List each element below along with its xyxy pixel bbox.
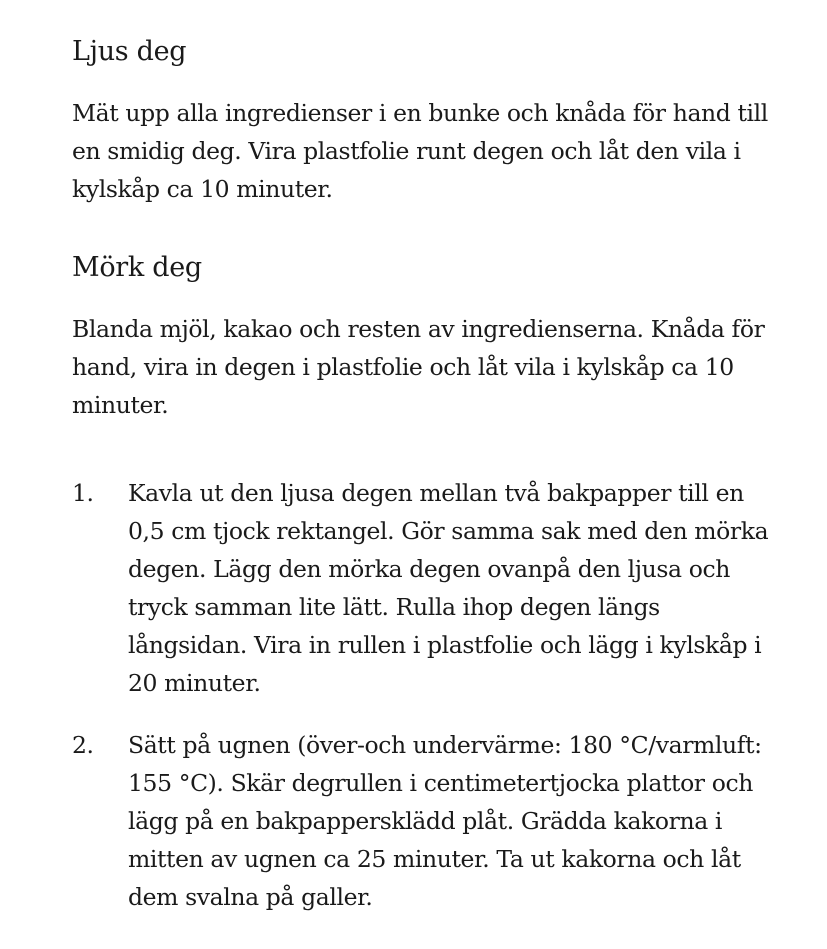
step-number: 2. (72, 731, 94, 759)
list-item (72, 474, 772, 702)
list-item (72, 726, 772, 916)
step-number: 1. (72, 479, 94, 507)
step-text: Kavla ut den ljusa degen mellan två bakpapper till en 0,5 cm tjock rektangel. Gör samma sak med den mörka degen. Lägg den mörka degen ovanpå den ljusa och tryck samman lite lätt. Rulla ihop degen längs långsidan. Vira in rullen i plastfolie och lägg i kylskåp i 20 minuter. (128, 479, 769, 697)
steps-list (72, 474, 772, 916)
recipe-instructions (72, 30, 772, 916)
light-dough-section (72, 30, 772, 208)
light-dough-text: Mät upp alla ingredienser i en bunke och knåda för hand till en smidig deg. Vira plastfolie runt degen och låt den vila i kylskåp ca 10 minuter. (72, 99, 768, 203)
dark-dough-text: Blanda mjöl, kakao och resten av ingredienserna. Knåda för hand, vira in degen i plastfolie och låt vila i kylskåp ca 10 minuter. (72, 315, 765, 419)
dark-dough-heading: Mörk deg (72, 252, 202, 283)
light-dough-heading: Ljus deg (72, 36, 187, 67)
step-text: Sätt på ugnen (över-och undervärme: 180 °C/varmluft: 155 °C). Skär degrullen i centimetertjocka plattor och lägg på en bakpappersklädd plåt. Grädda kakorna i mitten av ugnen ca 25 minuter. Ta ut kakorna och låt dem svalna på galler. (128, 731, 762, 911)
dark-dough-section (72, 246, 772, 424)
